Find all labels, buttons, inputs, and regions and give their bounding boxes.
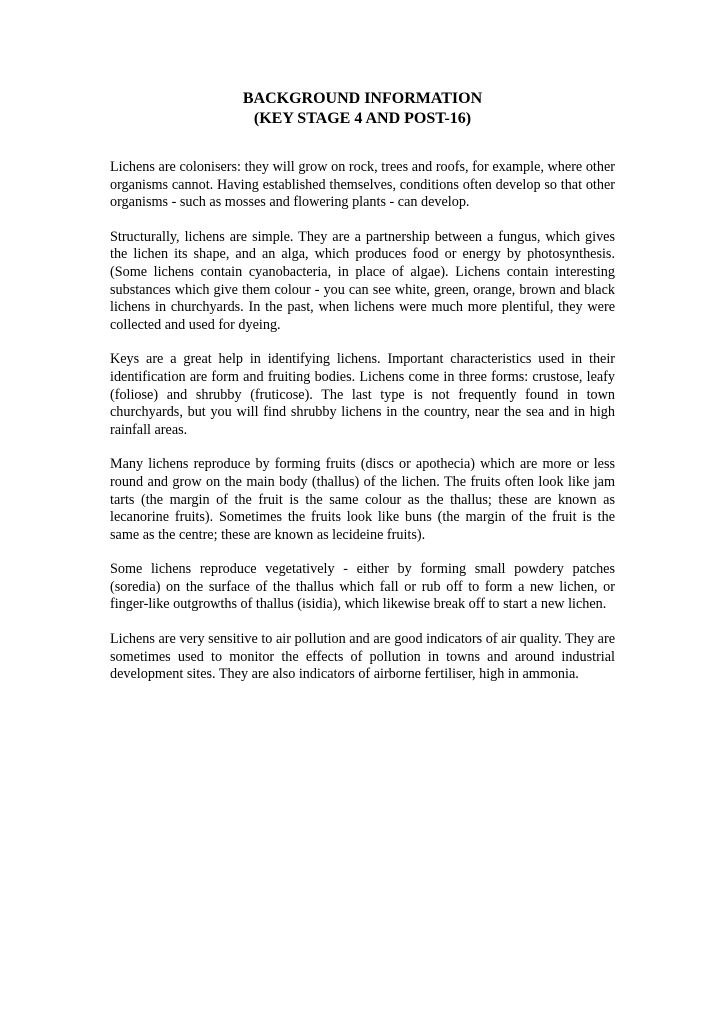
- title-line-1: BACKGROUND INFORMATION: [242, 90, 483, 107]
- paragraph-fruits: Many lichens reproduce by forming fruits (discs or apothecia) which are more or less round and grow on the main body (thallus) of the lichen. The fruits often look like jam tarts (the margin of the fruit is the same colour as the thallus; these are known as lecanorine fruits). Sometimes the fruits look like buns (the margin of the fruit is the same as the centre; these are known as lecideine fruits).: [110, 456, 615, 543]
- paragraph-air-pollution: Lichens are very sensitive to air pollution and are good indicators of air quality. They are sometimes used to monitor the effects of pollution in towns and around industrial development sites. They are also indicators of airborne fertiliser, high in ammonia.: [110, 631, 615, 683]
- body-text: [110, 159, 615, 701]
- paragraph-structure: Structurally, lichens are simple. They are a partnership between a fungus, which gives the lichen its shape, and an alga, which produces food or energy by photosynthesis. (Some lichens contain cyanobacteria, in place of algae). Lichens contain interesting substances which give them colour - you can see white, green, orange, brown and black lichens in churchyards. In the past, when lichens were much more plentiful, they were collected and used for dyeing.: [110, 228, 615, 333]
- title-line-2: (KEY STAGE 4 AND POST-16): [253, 110, 472, 127]
- paragraph-identification: Keys are a great help in identifying lichens. Important characteristics used in their identification are form and fruiting bodies. Lichens come in three forms: crustose, leafy (foliose) and shrubby (fruticose). The last type is not frequently found in town churchyards, but you will find shrubby lichens in the country, near the sea and in high rainfall areas.: [110, 351, 615, 438]
- page-title: [110, 89, 615, 129]
- paragraph-colonisers: Lichens are colonisers: they will grow on rock, trees and roofs, for example, where other organisms cannot. Having established themselves, conditions often develop so that other organisms - such as mosses and flowering plants - can develop.: [110, 159, 615, 211]
- paragraph-vegetative-reproduction: Some lichens reproduce vegetatively - either by forming small powdery patches (soredia) on the surface of the thallus which fall or rub off to form a new lichen, or finger-like outgrowths of thallus (isidia), which likewise break off to start a new lichen.: [110, 561, 615, 613]
